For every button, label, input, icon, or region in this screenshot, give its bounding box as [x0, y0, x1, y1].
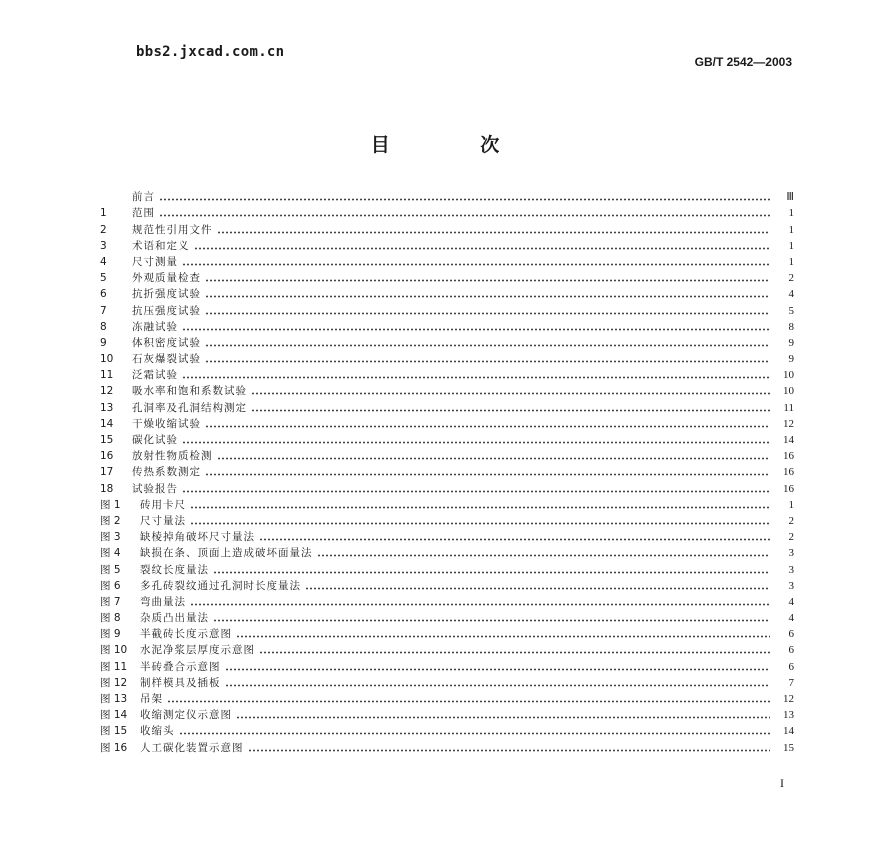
dot-leader	[251, 409, 770, 412]
toc-entry[interactable]	[100, 415, 794, 431]
toc-entry-page: 12	[783, 693, 794, 705]
toc-entry-page: 2	[788, 272, 794, 285]
toc-entry-page: 7	[788, 676, 794, 689]
dot-leader	[213, 619, 770, 622]
toc-entry[interactable]	[100, 528, 794, 544]
toc-entry[interactable]	[100, 237, 794, 253]
toc-entry-page: 14	[783, 434, 794, 446]
toc-entry-title: 制样模具及插板	[140, 676, 221, 689]
dot-leader	[179, 732, 771, 735]
toc-entry-title: 体积密度试验	[132, 336, 201, 349]
toc-entry-page: Ⅲ	[786, 191, 794, 204]
toc-entry[interactable]	[100, 269, 794, 285]
toc-entry-title: 泛霜试验	[132, 369, 178, 382]
dot-leader	[167, 700, 770, 703]
toc-entry-title: 弯曲量法	[140, 595, 186, 608]
toc-entry-title: 规范性引用文件	[132, 223, 213, 236]
toc-entry-number: 图 13	[100, 693, 128, 705]
toc-entry-page: 1	[788, 223, 794, 236]
toc-entry[interactable]	[100, 641, 794, 657]
toc-entry-page: 16	[783, 466, 794, 479]
toc-entry-number: 8	[100, 320, 107, 333]
toc-entry-title: 干燥收缩试验	[132, 417, 201, 430]
toc-entry-page: 1	[788, 498, 794, 511]
toc-entry-number: 图 14	[100, 709, 128, 722]
toc-entry[interactable]	[100, 496, 794, 512]
toc-entry-number: 图 7	[100, 595, 121, 608]
toc-entry-number: 图 12	[100, 676, 128, 689]
toc-entry[interactable]	[100, 334, 794, 350]
toc-entry-number: 图 16	[100, 741, 128, 754]
toc-entry-page: 1	[788, 207, 794, 220]
dot-leader	[217, 457, 771, 460]
dot-leader	[317, 554, 771, 557]
toc-entry-page: 13	[783, 709, 794, 722]
toc-entry-title: 人工碳化装置示意图	[140, 741, 244, 754]
dot-leader	[248, 749, 771, 752]
toc-entry-number: 图 5	[100, 563, 121, 576]
toc-entry[interactable]	[100, 560, 794, 576]
dot-leader	[182, 441, 770, 444]
toc-entry[interactable]	[100, 318, 794, 334]
toc-entry-page: 6	[788, 644, 794, 657]
table-of-contents	[100, 188, 794, 755]
dot-leader	[217, 231, 771, 234]
toc-entry-number: 14	[100, 417, 114, 430]
toc-entry-number: 16	[100, 450, 114, 463]
toc-entry-title: 半砖叠合示意图	[140, 660, 221, 673]
toc-entry[interactable]	[100, 447, 794, 463]
dot-leader	[251, 392, 770, 395]
toc-entry-number: 图 15	[100, 725, 128, 738]
toc-entry-title: 收缩测定仪示意图	[140, 709, 232, 722]
dot-leader	[236, 635, 770, 638]
toc-entry[interactable]	[100, 204, 794, 220]
toc-entry-page: 12	[783, 417, 794, 430]
toc-entry-page: 9	[788, 336, 794, 349]
toc-entry-title: 水泥净浆层厚度示意图	[140, 644, 255, 657]
toc-entry[interactable]	[100, 350, 794, 366]
toc-entry-page: 6	[788, 628, 794, 641]
toc-entry-number: 15	[100, 434, 114, 446]
dot-leader	[182, 263, 770, 266]
toc-entry-page: 1	[788, 255, 794, 268]
toc-entry[interactable]	[100, 738, 794, 754]
toc-entry-title: 外观质量检查	[132, 272, 201, 285]
toc-entry[interactable]	[100, 431, 794, 447]
toc-entry-title: 抗折强度试验	[132, 288, 201, 301]
toc-entry-number: 6	[100, 288, 107, 301]
toc-entry-title: 传热系数测定	[132, 466, 201, 479]
toc-entry-title: 吊架	[140, 693, 163, 705]
toc-entry-number: 3	[100, 239, 107, 252]
dot-leader	[259, 651, 770, 654]
toc-entry-page: 4	[788, 595, 794, 608]
dot-leader	[205, 344, 770, 347]
toc-entry[interactable]	[100, 398, 794, 414]
dot-leader	[205, 473, 770, 476]
toc-entry-number: 17	[100, 466, 114, 479]
toc-entry-title: 尺寸测量	[132, 255, 178, 268]
toc-entry-number: 图 1	[100, 498, 121, 511]
toc-entry[interactable]	[100, 577, 794, 593]
dot-leader	[305, 587, 770, 590]
toc-entry-title: 半截砖长度示意图	[140, 628, 232, 641]
toc-entry-page: 2	[788, 514, 794, 527]
toc-entry[interactable]	[100, 479, 794, 495]
toc-entry-page: 6	[788, 660, 794, 673]
dot-leader	[159, 214, 770, 217]
toc-entry[interactable]	[100, 544, 794, 560]
toc-entry[interactable]	[100, 285, 794, 301]
toc-entry-number: 2	[100, 223, 107, 236]
toc-entry-title: 尺寸量法	[140, 514, 186, 527]
toc-entry-title: 碳化试验	[132, 434, 178, 446]
toc-entry-number: 9	[100, 336, 107, 349]
toc-entry[interactable]	[100, 674, 794, 690]
toc-entry-page: 8	[788, 320, 794, 333]
toc-entry-number: 12	[100, 385, 114, 398]
dot-leader	[259, 538, 770, 541]
toc-entry[interactable]	[100, 512, 794, 528]
toc-entry-title: 缺损在条、顶面上造成破坏面量法	[140, 547, 313, 560]
watermark-text: bbs2.jxcad.com.cn	[136, 44, 285, 60]
toc-entry[interactable]	[100, 188, 794, 204]
toc-entry-page: 1	[788, 239, 794, 252]
toc-entry-number: 4	[100, 255, 107, 268]
dot-leader	[182, 490, 770, 493]
page-folio: I	[780, 776, 784, 790]
dot-leader	[225, 684, 771, 687]
toc-entry-page: 11	[783, 401, 794, 414]
toc-entry-page: 16	[783, 450, 794, 463]
toc-entry[interactable]	[100, 609, 794, 625]
toc-entry[interactable]	[100, 366, 794, 382]
toc-entry-number: 18	[100, 482, 114, 495]
toc-entry[interactable]	[100, 253, 794, 269]
dot-leader	[205, 312, 770, 315]
toc-entry-page: 2	[788, 531, 794, 544]
toc-entry-number: 图 9	[100, 628, 121, 641]
toc-entry[interactable]	[100, 593, 794, 609]
toc-entry-page: 5	[788, 304, 794, 317]
dot-leader	[194, 247, 771, 250]
dot-leader	[190, 522, 770, 525]
toc-entry-title: 砖用卡尺	[140, 498, 186, 511]
toc-entry-title: 多孔砖裂纹通过孔洞时长度量法	[140, 579, 301, 592]
toc-entry-number: 11	[100, 369, 114, 382]
toc-entry-page: 3	[788, 563, 794, 576]
toc-entry[interactable]	[100, 657, 794, 673]
dot-leader	[205, 295, 770, 298]
toc-entry-title: 范围	[132, 207, 155, 220]
toc-entry-number: 图 3	[100, 531, 121, 544]
toc-entry-page: 10	[783, 369, 794, 382]
toc-entry-page: 4	[788, 288, 794, 301]
toc-entry-title: 收缩头	[140, 725, 175, 738]
dot-leader	[182, 376, 770, 379]
dot-leader	[205, 425, 770, 428]
toc-entry-number: 图 6	[100, 579, 121, 592]
toc-entry-page: 9	[788, 353, 794, 366]
toc-entry[interactable]	[100, 706, 794, 722]
toc-entry-page: 15	[783, 741, 794, 754]
toc-entry-number: 图 11	[100, 660, 128, 673]
toc-entry-title: 杂质凸出量法	[140, 612, 209, 625]
toc-entry-title: 放射性物质检测	[132, 450, 213, 463]
toc-entry-title: 吸水率和饱和系数试验	[132, 385, 247, 398]
toc-entry[interactable]	[100, 722, 794, 738]
toc-entry-title: 术语和定义	[132, 239, 190, 252]
toc-entry-page: 10	[783, 385, 794, 398]
toc-entry-page: 3	[788, 547, 794, 560]
dot-leader	[225, 668, 771, 671]
toc-entry-page: 3	[788, 579, 794, 592]
dot-leader	[182, 328, 770, 331]
dot-leader	[190, 603, 770, 606]
toc-entry-number: 1	[100, 207, 107, 220]
toc-entry-page: 16	[783, 482, 794, 495]
toc-entry-title: 裂纹长度量法	[140, 563, 209, 576]
toc-entry[interactable]	[100, 382, 794, 398]
dot-leader	[190, 506, 770, 509]
toc-entry-page: 4	[788, 612, 794, 625]
toc-entry-title: 试验报告	[132, 482, 178, 495]
toc-entry-title: 石灰爆裂试验	[132, 353, 201, 366]
toc-entry-title: 抗压强度试验	[132, 304, 201, 317]
toc-entry-number: 图 8	[100, 612, 121, 625]
toc-entry-number: 7	[100, 304, 107, 317]
toc-entry[interactable]	[100, 301, 794, 317]
toc-entry-number: 图 2	[100, 514, 121, 527]
toc-entry[interactable]	[100, 625, 794, 641]
dot-leader	[213, 571, 770, 574]
toc-entry-title: 前言	[132, 191, 155, 204]
page-title: 目 次	[370, 134, 542, 156]
dot-leader	[236, 716, 770, 719]
toc-entry-number: 图 10	[100, 644, 128, 657]
toc-entry-number: 5	[100, 272, 107, 285]
toc-entry-number: 13	[100, 401, 114, 414]
toc-entry[interactable]	[100, 690, 794, 706]
dot-leader	[205, 360, 770, 363]
toc-entry-title: 孔洞率及孔洞结构测定	[132, 401, 247, 414]
toc-entry-title: 缺棱掉角破坏尺寸量法	[140, 531, 255, 544]
standard-number: GB/T 2542—2003	[694, 55, 792, 69]
toc-entry-number: 10	[100, 353, 114, 366]
toc-entry-page: 14	[783, 725, 794, 738]
toc-entry[interactable]	[100, 463, 794, 479]
dot-leader	[205, 279, 770, 282]
toc-entry-number: 图 4	[100, 547, 121, 560]
toc-entry[interactable]	[100, 220, 794, 236]
toc-entry-title: 冻融试验	[132, 320, 178, 333]
dot-leader	[159, 198, 770, 201]
